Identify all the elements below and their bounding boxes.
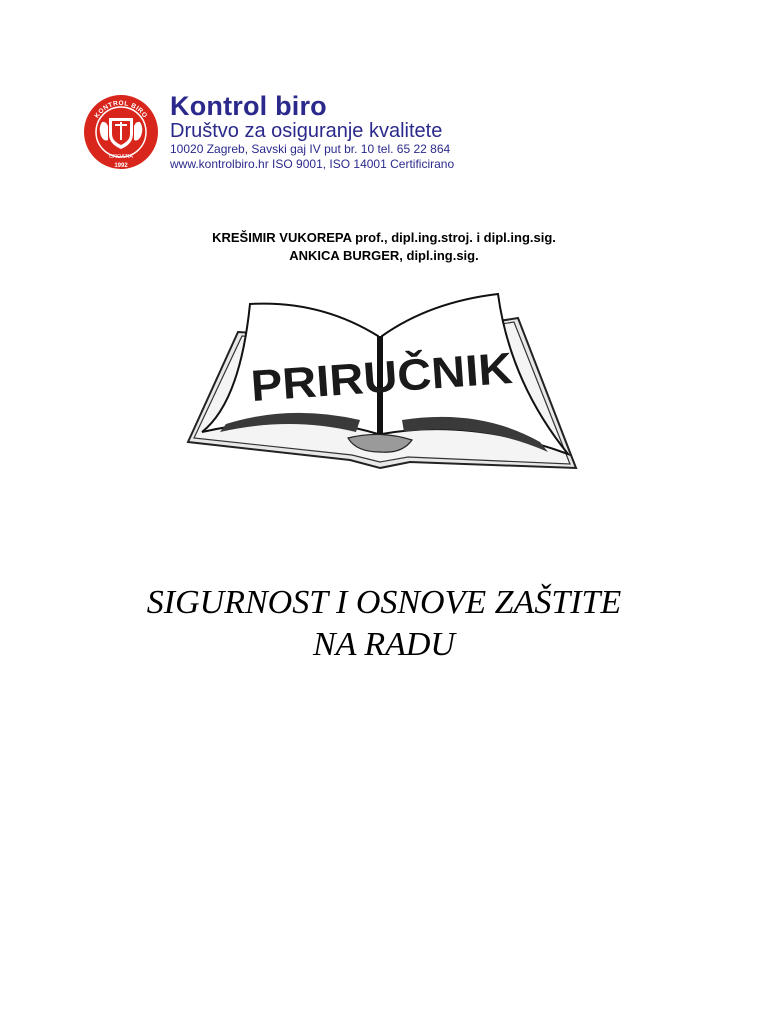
title-line-2: NA RADU xyxy=(313,626,455,663)
author-line: ANKICA BURGER, dipl.ing.sig. xyxy=(289,248,479,263)
authors-block xyxy=(0,229,768,265)
svg-text:1992: 1992 xyxy=(114,163,128,169)
company-name: Kontrol biro xyxy=(170,91,327,121)
company-website: www.kontrolbiro.hr ISO 9001, ISO 14001 Certificirano xyxy=(170,157,455,171)
company-header xyxy=(82,88,602,178)
company-tagline: Društvo za osiguranje kvalitete xyxy=(170,120,443,142)
document-title xyxy=(0,582,768,666)
svg-text:KONTROL BIRO: KONTROL BIRO xyxy=(93,99,149,120)
book-label: PRIRUČNIK xyxy=(249,345,497,412)
company-info xyxy=(170,92,454,172)
svg-text:CROATIA: CROATIA xyxy=(108,154,134,160)
company-seal-icon xyxy=(82,88,160,176)
author-line: KREŠIMIR VUKOREPA prof., dipl.ing.stroj. i dipl.ing.sig. xyxy=(212,230,556,245)
title-line-1: SIGURNOST I OSNOVE ZAŠTITE xyxy=(146,584,622,621)
open-book-icon xyxy=(180,292,580,474)
company-address: 10020 Zagreb, Savski gaj IV put br. 10 tel. 65 22 864 xyxy=(170,142,451,156)
